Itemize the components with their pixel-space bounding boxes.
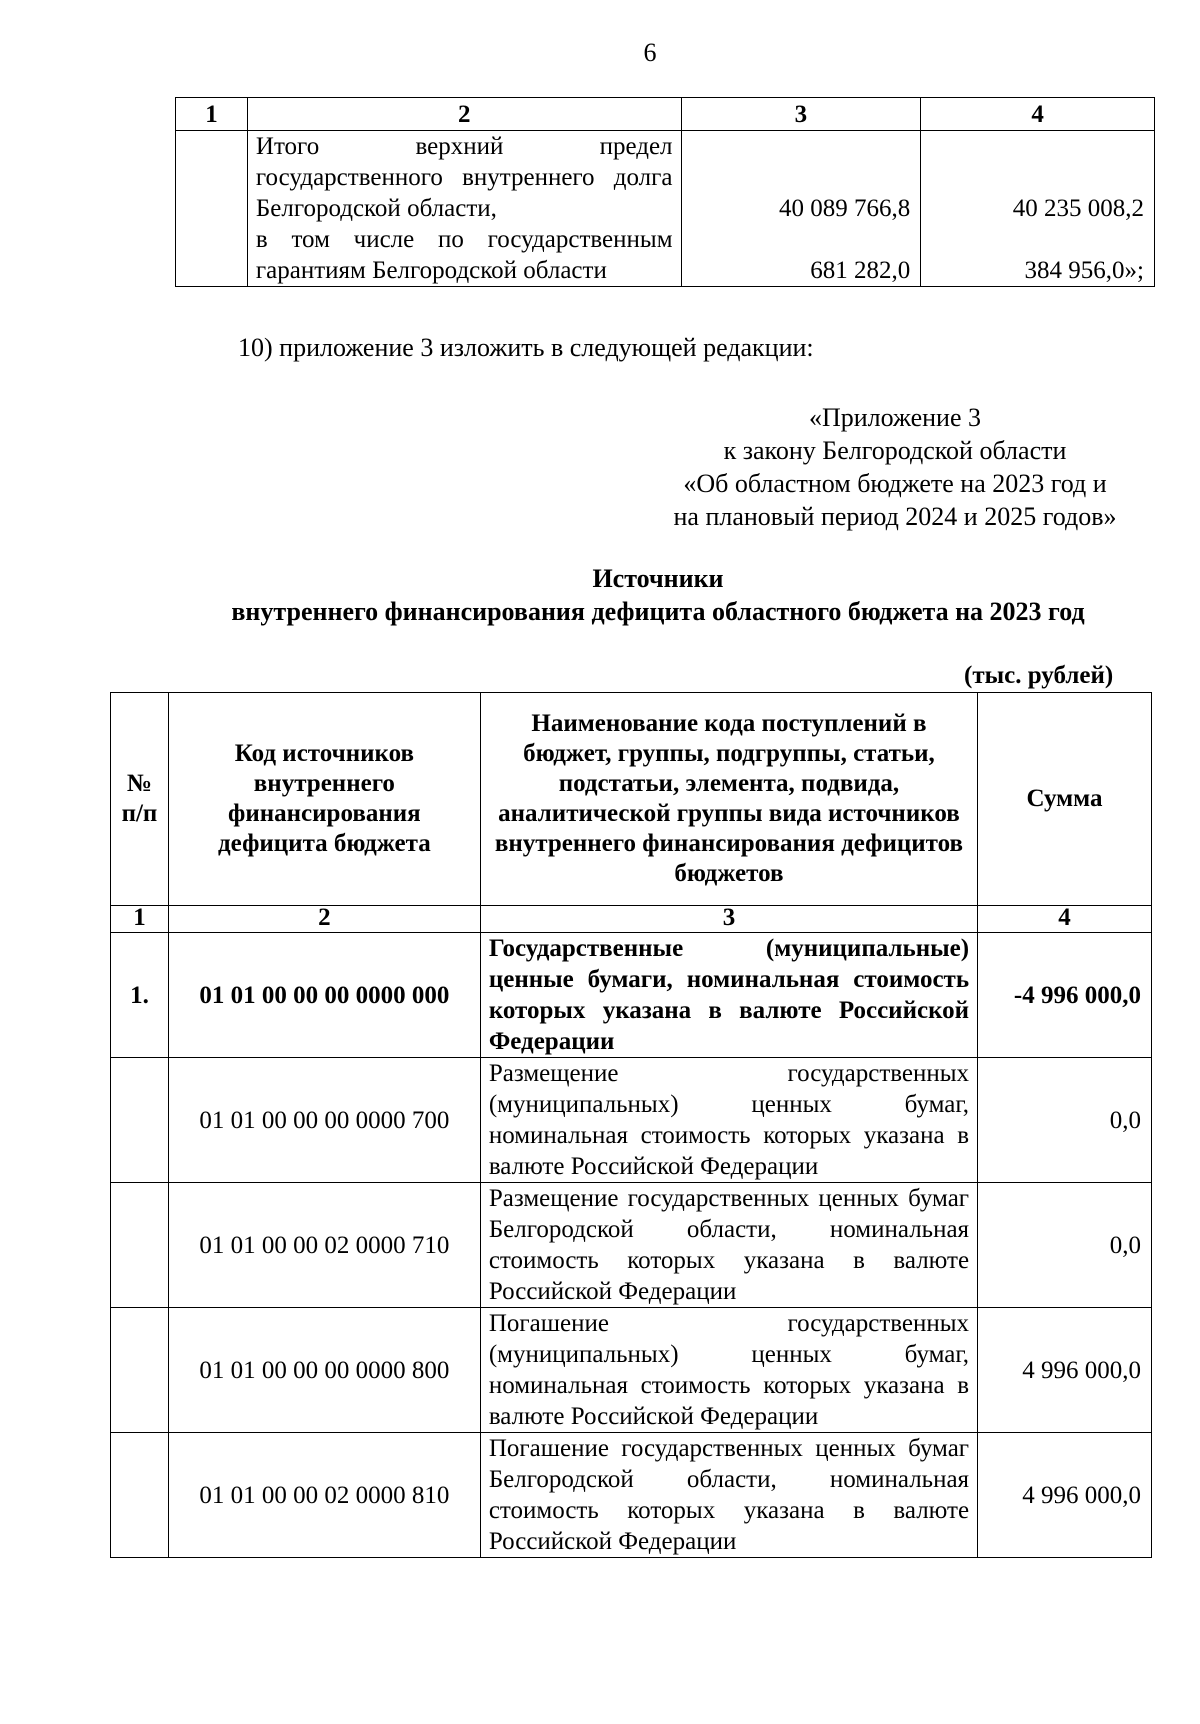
debt-guarantee-label: в том числе по государственным гарантиям Белгородской области — [255, 226, 673, 284]
header-num: № п/п — [111, 693, 169, 906]
debt-limit-table — [175, 97, 1155, 287]
row-num — [111, 1183, 169, 1308]
page-number: 6 — [643, 38, 657, 67]
header-code: Код источников внутреннего финансирования дефицита бюджета — [168, 693, 480, 906]
header-cell: 3 — [681, 98, 921, 131]
row-sum: 0,0 — [978, 1183, 1152, 1308]
row-name: Размещение государственных (муниципальных) ценных бумаг, номинальная стоимость которых указана в валюте Российской Федерации — [480, 1058, 977, 1183]
amendment-paragraph: 10) приложение 3 изложить в следующей редакции: — [238, 333, 814, 362]
row-num — [111, 1308, 169, 1433]
year-2025-values — [921, 131, 1155, 287]
table-row — [111, 1308, 1152, 1433]
index-cell: 4 — [978, 906, 1152, 933]
title-line: внутреннего финансирования дефицита областного бюджета на 2023 год — [231, 597, 1085, 626]
row-name: Погашение государственных (муниципальных) ценных бумаг, номинальная стоимость которых указана в валюте Российской Федерации — [480, 1308, 977, 1433]
appendix-line: «Приложение 3 — [808, 403, 982, 432]
header-cell: 2 — [247, 98, 681, 131]
index-cell: 3 — [480, 906, 977, 933]
table-row — [111, 1183, 1152, 1308]
row-sum: 4 996 000,0 — [978, 1308, 1152, 1433]
table-row — [111, 933, 1152, 1058]
row-code: 01 01 00 00 00 0000 700 — [168, 1058, 480, 1183]
row-name: Государственные (муниципальные) ценные бумаги, номинальная стоимость которых указана в валюте Российской Федерации — [480, 933, 977, 1058]
document-title — [183, 562, 1133, 628]
appendix-line: «Об областном бюджете на 2023 год и — [683, 469, 1107, 498]
appendix-line: на плановый период 2024 и 2025 годов» — [673, 502, 1117, 531]
total-2024: 40 089 766,8 — [778, 195, 911, 222]
header-sum: Сумма — [978, 693, 1152, 906]
header-cell: 1 — [176, 98, 248, 131]
row-sum: 0,0 — [978, 1058, 1152, 1183]
row-code: 01 01 00 00 02 0000 710 — [168, 1183, 480, 1308]
header-name: Наименование кода поступлений в бюджет, группы, подгруппы, статьи, подстатьи, элемента, подвида, аналитической группы вида источников внутреннего финансирования дефицитов бюджетов — [480, 693, 977, 906]
guarantees-2024: 681 282,0 — [810, 257, 911, 284]
financing-sources-table — [110, 692, 1152, 1558]
table-header-row — [176, 98, 1155, 131]
empty-cell — [176, 131, 248, 287]
table-header-row — [111, 693, 1152, 906]
guarantees-2025: 384 956,0»; — [1024, 257, 1144, 284]
column-index-row — [111, 906, 1152, 933]
row-sum: -4 996 000,0 — [978, 933, 1152, 1058]
table-row — [111, 1058, 1152, 1183]
total-2025: 40 235 008,2 — [1012, 195, 1144, 222]
row-name: Погашение государственных ценных бумаг Белгородской области, номинальная стоимость которых указана в валюте Российской Федерации — [480, 1433, 977, 1558]
row-num: 1. — [111, 933, 169, 1058]
row-num — [111, 1058, 169, 1183]
units-label: (тыс. рублей) — [964, 662, 1114, 689]
row-code: 01 01 00 00 00 0000 800 — [168, 1308, 480, 1433]
header-cell: 4 — [921, 98, 1155, 131]
debt-total-label: Итого верхний предел государственного внутреннего долга Белгородской области, — [255, 133, 673, 222]
index-cell: 1 — [111, 906, 169, 933]
row-num — [111, 1433, 169, 1558]
row-code: 01 01 00 00 02 0000 810 — [168, 1433, 480, 1558]
table-row — [176, 131, 1155, 287]
row-sum: 4 996 000,0 — [978, 1433, 1152, 1558]
appendix-line: к закону Белгородской области — [723, 436, 1067, 465]
debt-label-cell — [247, 131, 681, 287]
year-2024-values — [681, 131, 921, 287]
row-name: Размещение государственных ценных бумаг Белгородской области, номинальная стоимость которых указана в валюте Российской Федерации — [480, 1183, 977, 1308]
appendix-header — [650, 401, 1140, 533]
row-code: 01 01 00 00 00 0000 000 — [168, 933, 480, 1058]
table-row — [111, 1433, 1152, 1558]
index-cell: 2 — [168, 906, 480, 933]
title-line: Источники — [592, 564, 724, 593]
